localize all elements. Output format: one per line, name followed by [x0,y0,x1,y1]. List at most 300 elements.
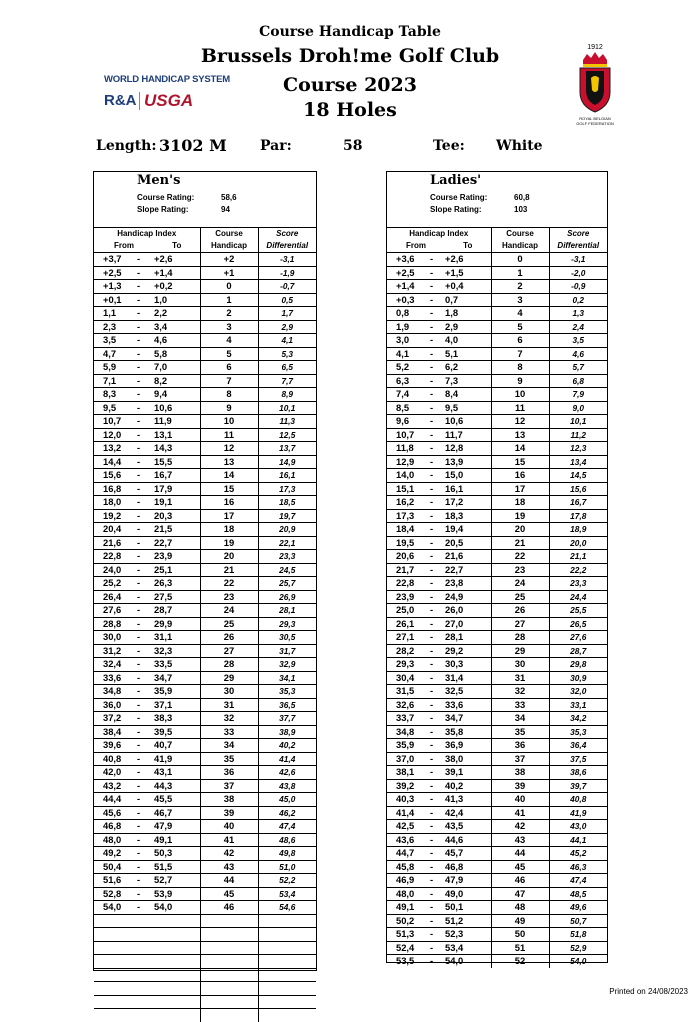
to-cell: 30,3 [445,658,491,672]
range-dash: - [137,617,141,629]
from-cell [94,469,154,483]
from-cell [387,712,445,726]
table-row [94,955,316,969]
table-row [387,590,607,604]
score-differential-cell: 37,7 [258,712,316,726]
from-cell [387,793,445,807]
table-row [94,982,316,996]
from-cell [94,820,154,834]
table-row [387,671,607,685]
empty-cell [154,928,200,942]
from-cell [94,253,154,267]
course-handicap-cell: 45 [200,887,258,901]
table-row [387,455,607,469]
from-value: 45,8 [396,860,415,872]
from-value: +2,5 [396,266,415,278]
table-row [94,631,316,645]
handicap-header: Handicap [491,240,549,253]
from-value: 6,3 [396,374,410,386]
to-cell: 32,5 [445,685,491,699]
empty-cell [200,955,258,969]
table-row [94,496,316,510]
score-differential-cell: 46,2 [258,806,316,820]
empty-cell [94,968,154,982]
from-cell [94,442,154,456]
course-handicap-cell: 21 [491,536,549,550]
par-label: Par: [260,138,292,154]
score-differential-cell: 11,3 [258,415,316,429]
handicap-index-header: Handicap Index [94,228,200,241]
score-differential-cell: -3,1 [258,253,316,267]
from-value: +2,5 [103,266,122,278]
from-value: 40,3 [396,793,415,805]
from-value: 37,2 [103,712,122,724]
course-handicap-cell: 52 [491,955,549,968]
score-differential-cell: 4,1 [258,334,316,348]
score-differential-cell: 50,7 [549,914,607,928]
to-cell: 2,9 [445,320,491,334]
range-dash: - [430,388,434,400]
score-differential-cell: 20,0 [549,536,607,550]
table-row [387,293,607,307]
from-cell [387,590,445,604]
range-dash: - [137,253,141,265]
from-cell [94,752,154,766]
course-header: Course [200,228,258,241]
from-value: 42,5 [396,820,415,832]
range-dash: - [430,685,434,697]
score-differential-cell: -0,9 [549,280,607,294]
to-cell: 15,5 [154,455,200,469]
from-value: 3,0 [396,334,410,346]
course-handicap-cell: 4 [491,307,549,321]
table-row [94,334,316,348]
range-dash: - [430,658,434,670]
from-value: 17,3 [396,509,415,521]
from-value: 53,5 [396,955,415,967]
table-row [94,253,316,267]
to-cell: 15,0 [445,469,491,483]
range-dash: - [137,442,141,454]
range-dash: - [430,644,434,656]
from-cell [387,658,445,672]
course-handicap-cell: +2 [200,253,258,267]
svg-text:1912: 1912 [587,44,603,51]
range-dash: - [430,374,434,386]
from-cell [387,617,445,631]
range-dash: - [137,293,141,305]
to-cell: 52,3 [445,928,491,942]
course-handicap-cell: 40 [491,793,549,807]
from-cell [387,563,445,577]
range-dash: - [137,401,141,413]
course-handicap-cell: 16 [200,496,258,510]
to-cell: 25,1 [154,563,200,577]
handicap-header: Handicap [200,240,258,253]
empty-cell [200,941,258,955]
from-value: 26,4 [103,590,122,602]
from-cell [387,455,445,469]
from-value: 14,0 [396,469,415,481]
table-row [387,550,607,564]
to-cell: 33,6 [445,698,491,712]
from-cell [387,644,445,658]
range-dash: - [137,509,141,521]
score-differential-cell: 43,0 [549,820,607,834]
range-dash: - [137,496,141,508]
table-row [94,847,316,861]
to-cell: 52,7 [154,874,200,888]
from-value: 46,9 [396,874,415,886]
range-dash: - [430,563,434,575]
range-dash: - [430,779,434,791]
men-slope-value: 94 [221,205,230,214]
from-value: 31,5 [396,685,415,697]
from-value: 28,2 [396,644,415,656]
from-value: 12,0 [103,428,122,440]
from-cell [387,577,445,591]
score-differential-cell: 32,9 [258,658,316,672]
course-handicap-cell: 27 [491,617,549,631]
ladies-title: Ladies' [430,173,482,188]
course-handicap-cell: 44 [491,847,549,861]
range-dash: - [137,833,141,845]
from-value: 7,1 [103,374,117,386]
range-dash: - [137,577,141,589]
from-value: 34,8 [396,725,415,737]
from-value: 50,2 [396,914,415,926]
par-value: 58 [343,138,363,154]
course-name: Course 2023 [283,74,417,96]
course-handicap-cell: 23 [200,590,258,604]
table-row [94,725,316,739]
table-row [94,590,316,604]
printed-date: Printed on 24/08/2023 [609,987,688,996]
to-cell: 43,5 [445,820,491,834]
table-row [387,563,607,577]
table-row [94,820,316,834]
course-handicap-cell: 13 [200,455,258,469]
score-differential-cell: 1,7 [258,307,316,321]
from-cell [387,887,445,901]
from-cell [387,698,445,712]
from-cell [94,617,154,631]
from-value: 27,1 [396,631,415,643]
from-cell [387,253,445,267]
to-cell: 38,3 [154,712,200,726]
range-dash: - [137,752,141,764]
table-row [94,968,316,982]
course-handicap-cell: 45 [491,860,549,874]
from-cell [387,860,445,874]
from-cell [94,860,154,874]
to-cell: 40,7 [154,739,200,753]
ladies-slope-value: 103 [514,205,528,214]
from-cell [94,847,154,861]
table-row [387,442,607,456]
from-cell [387,482,445,496]
from-value: +0,3 [396,293,415,305]
score-differential-cell: 35,3 [258,685,316,699]
from-cell [94,307,154,321]
to-cell: 43,1 [154,766,200,780]
ra-logo: R&A [104,92,137,109]
score-differential-cell: 38,9 [258,725,316,739]
range-dash: - [430,307,434,319]
course-handicap-cell: 5 [200,347,258,361]
course-handicap-cell: 4 [200,334,258,348]
from-value: 35,9 [396,739,415,751]
range-dash: - [137,860,141,872]
score-differential-cell: 0,2 [549,293,607,307]
men-grid [94,227,316,1022]
score-differential-cell: 9,0 [549,401,607,415]
to-cell: 4,0 [445,334,491,348]
course-handicap-cell: 48 [491,901,549,915]
from-header: From [406,241,426,250]
table-row [387,793,607,807]
score-differential-cell: 28,1 [258,604,316,618]
range-dash: - [137,644,141,656]
score-differential-cell: 27,6 [549,631,607,645]
range-dash: - [430,712,434,724]
course-handicap-cell: 51 [491,941,549,955]
range-dash: - [430,347,434,359]
course-handicap-cell: 24 [491,577,549,591]
score-differential-cell: 17,3 [258,482,316,496]
course-handicap-cell: 5 [491,320,549,334]
range-dash: - [137,469,141,481]
from-cell [94,766,154,780]
course-handicap-cell: 34 [491,712,549,726]
table-row [94,617,316,631]
from-cell [387,752,445,766]
table-row [387,779,607,793]
range-dash: - [137,604,141,616]
to-cell: 20,3 [154,509,200,523]
empty-cell [258,955,316,969]
score-differential-cell: -3,1 [549,253,607,267]
score-differential-cell: 40,2 [258,739,316,753]
course-handicap-cell: 17 [200,509,258,523]
course-handicap-cell: 27 [200,644,258,658]
range-dash: - [137,374,141,386]
empty-cell [154,982,200,996]
from-value: 49,1 [396,901,415,913]
to-cell: 13,9 [445,455,491,469]
range-dash: - [137,658,141,670]
table-row [94,752,316,766]
from-cell [94,523,154,537]
course-handicap-cell: 39 [491,779,549,793]
from-value: 38,4 [103,725,122,737]
tee-value: White [496,138,543,154]
from-value: 27,6 [103,604,122,616]
to-cell: 54,0 [154,901,200,915]
table-row [387,712,607,726]
to-cell: 49,1 [154,833,200,847]
table-row [387,874,607,888]
to-header: To [463,241,473,250]
course-handicap-cell: 10 [491,388,549,402]
from-cell [387,442,445,456]
from-value: 12,9 [396,455,415,467]
to-cell: 16,1 [445,482,491,496]
course-handicap-cell: 1 [491,266,549,280]
score-differential-cell: 31,7 [258,644,316,658]
from-cell [94,550,154,564]
from-cell [387,347,445,361]
course-handicap-cell: 7 [200,374,258,388]
table-row [387,887,607,901]
to-cell: 22,7 [154,536,200,550]
from-cell [94,455,154,469]
from-cell [94,779,154,793]
table-row [387,536,607,550]
table-row [387,766,607,780]
course-handicap-cell: 35 [200,752,258,766]
to-cell: 5,1 [445,347,491,361]
table-row [94,415,316,429]
from-cell [94,334,154,348]
to-cell: 23,9 [154,550,200,564]
from-value: 36,0 [103,698,122,710]
svg-text:GOLF FEDERATION: GOLF FEDERATION [576,121,614,126]
range-dash: - [137,590,141,602]
from-value: 18,0 [103,496,122,508]
to-cell: 5,8 [154,347,200,361]
range-dash: - [430,901,434,913]
empty-cell [154,941,200,955]
length-value: 3102 M [159,136,227,155]
from-cell [94,577,154,591]
table-row [94,806,316,820]
score-differential-cell: 51,8 [549,928,607,942]
range-dash: - [430,928,434,940]
from-value: 43,2 [103,779,122,791]
to-cell: 21,6 [445,550,491,564]
from-value: 25,0 [396,604,415,616]
to-cell: 39,5 [154,725,200,739]
from-value: 3,5 [103,334,117,346]
range-dash: - [430,577,434,589]
from-cell [387,307,445,321]
score-differential-cell: 11,2 [549,428,607,442]
from-value: 37,0 [396,752,415,764]
range-dash: - [430,914,434,926]
score-differential-cell: 2,4 [549,320,607,334]
table-row [94,280,316,294]
to-cell: +0,4 [445,280,491,294]
to-cell: 2,2 [154,307,200,321]
table-row [94,550,316,564]
to-cell: 38,0 [445,752,491,766]
table-row [94,712,316,726]
to-cell: 26,3 [154,577,200,591]
table-row [387,361,607,375]
to-cell: 7,3 [445,374,491,388]
score-differential-cell: 36,4 [549,739,607,753]
from-value: 4,1 [396,347,410,359]
from-value: 48,0 [103,833,122,845]
score-differential-cell: 14,9 [258,455,316,469]
score-differential-cell: 26,9 [258,590,316,604]
to-cell: 45,7 [445,847,491,861]
usga-logo: USGA [144,91,194,110]
table-row [94,860,316,874]
course-handicap-cell: 13 [491,428,549,442]
to-cell: 32,3 [154,644,200,658]
from-value: 19,5 [396,536,415,548]
from-value: 20,6 [396,550,415,562]
table-row [94,644,316,658]
course-handicap-cell: 6 [491,334,549,348]
course-handicap-cell: 50 [491,928,549,942]
range-dash: - [137,766,141,778]
table-row [94,928,316,942]
from-value: 18,4 [396,523,415,535]
from-value: 22,8 [103,550,122,562]
men-rating-value: 58,6 [221,193,237,202]
range-dash: - [137,320,141,332]
from-value: 43,6 [396,833,415,845]
empty-cell [200,995,258,1009]
range-dash: - [137,631,141,643]
table-row [94,995,316,1009]
from-cell [94,685,154,699]
table-row [94,266,316,280]
course-handicap-cell: 39 [200,806,258,820]
to-cell: 19,4 [445,523,491,537]
from-cell [387,388,445,402]
score-differential-cell: 54,0 [549,955,607,968]
from-cell [94,590,154,604]
from-cell [94,280,154,294]
range-dash: - [430,955,434,967]
table-row [387,428,607,442]
course-handicap-cell: 3 [200,320,258,334]
score-differential-cell: 1,3 [549,307,607,321]
from-cell [94,428,154,442]
from-cell [94,712,154,726]
to-cell: 26,0 [445,604,491,618]
empty-cell [258,982,316,996]
score-differential-cell: 23,3 [549,577,607,591]
from-value: 34,8 [103,685,122,697]
table-row [94,374,316,388]
score-differential-cell: 19,7 [258,509,316,523]
from-value: 44,4 [103,793,122,805]
from-cell [387,536,445,550]
from-cell [94,266,154,280]
from-value: 9,6 [396,415,410,427]
range-dash: - [137,901,141,913]
table-row [94,779,316,793]
ladies-header [387,172,607,227]
from-cell [387,266,445,280]
table-row [94,685,316,699]
range-dash: - [137,428,141,440]
course-handicap-cell: 32 [200,712,258,726]
table-row [387,739,607,753]
to-cell: 49,0 [445,887,491,901]
range-dash: - [430,536,434,548]
course-handicap-cell: 17 [491,482,549,496]
score-differential-cell: 52,9 [549,941,607,955]
from-cell [387,820,445,834]
to-cell: 29,2 [445,644,491,658]
from-value: 39,6 [103,739,122,751]
